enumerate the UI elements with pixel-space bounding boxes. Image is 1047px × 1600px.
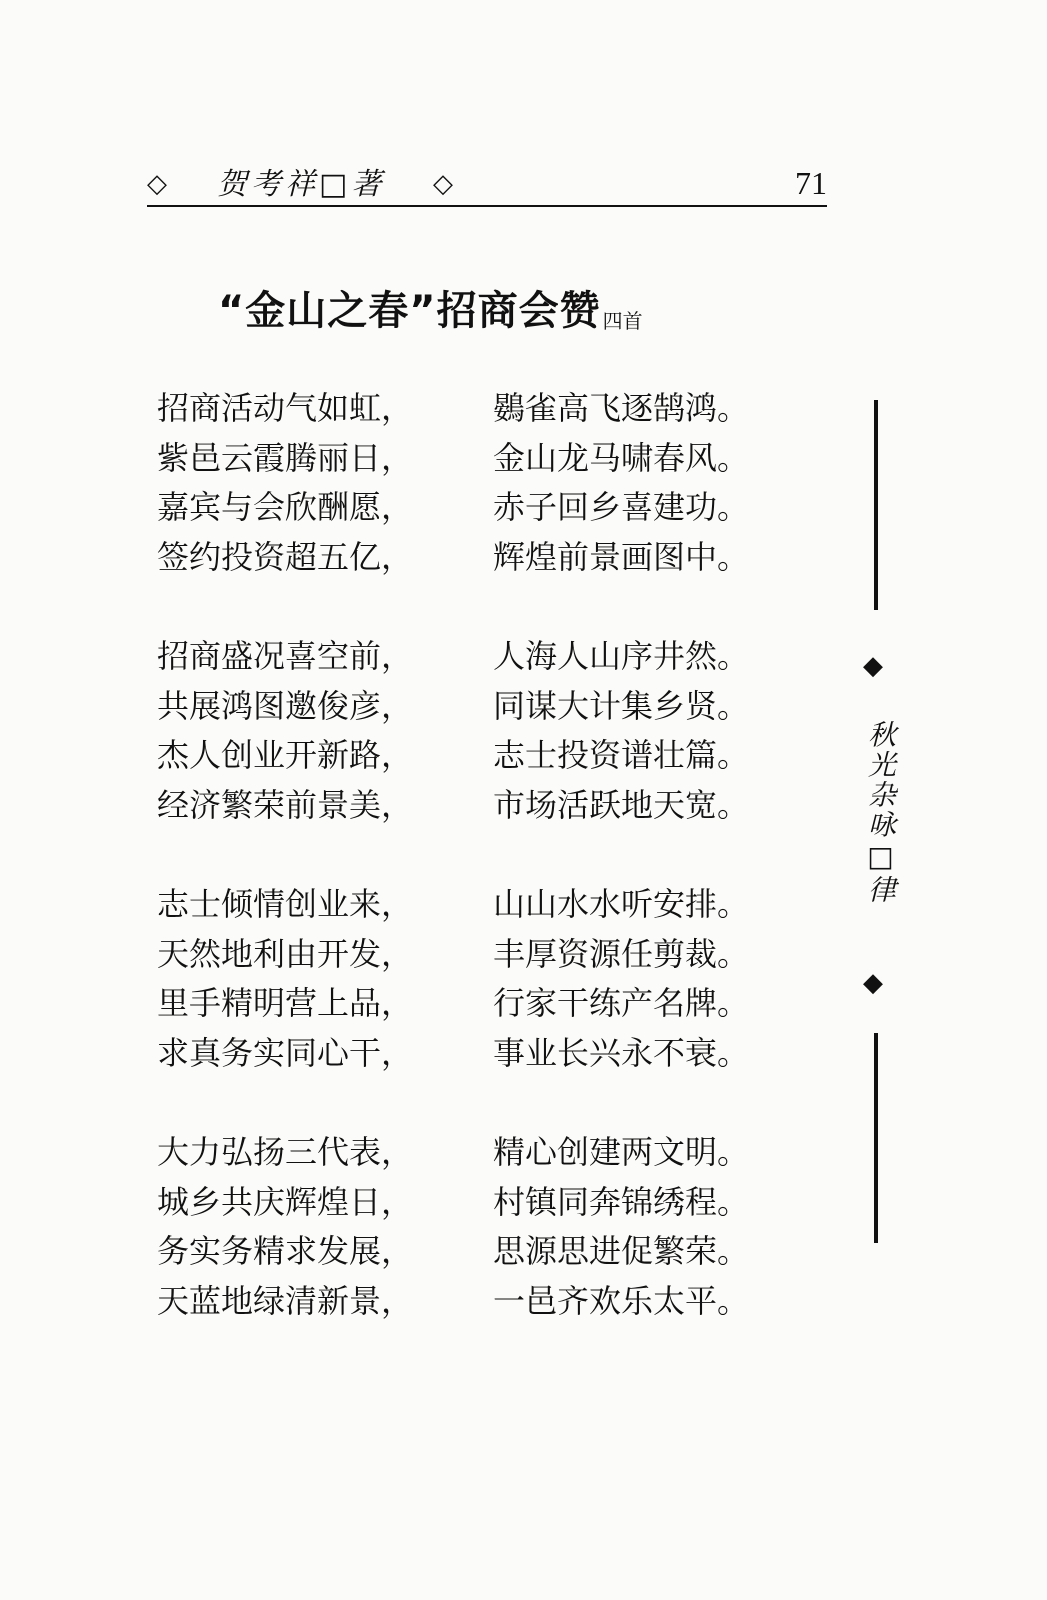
poem-line [157, 632, 797, 682]
poem-line-first-half: 嘉宾与会欣酬愿， [157, 488, 414, 526]
poem-line-second-half: 志士投资谱壮篇。 [493, 736, 750, 774]
poem-line [157, 533, 797, 583]
side-rule-bottom [874, 1033, 878, 1243]
header-right-diamond-icon: ◇ [433, 169, 453, 199]
poem-line-first-half: 志士倾情创业来， [157, 885, 414, 923]
side-section-title: 秋光杂咏□律 [864, 720, 897, 905]
poem-line [157, 1227, 797, 1277]
poem-title-main: “金山之春”招商会赞 [218, 288, 601, 334]
poem-title [218, 283, 778, 343]
poem-stanza [157, 632, 797, 830]
poem-body [157, 384, 797, 1326]
poem-line-second-half: 辉煌前景画图中。 [493, 537, 750, 576]
poem-line-second-half: 金山龙马啸春风。 [493, 438, 750, 477]
poem-line-second-half: 精心创建两文明。 [493, 1133, 750, 1171]
poem-line [157, 930, 797, 980]
poem-line-first-half: 共展鸿图邀俊彦， [157, 686, 414, 725]
poem-line-second-half: 人海人山序井然。 [493, 637, 750, 675]
poem-line-second-half: 思源思进促繁荣。 [493, 1232, 750, 1270]
poem-line-second-half: 村镇同奔锦绣程。 [493, 1182, 750, 1221]
header-author: 贺考祥□著 [217, 167, 386, 202]
side-diamond-top-icon: ◆ [863, 651, 883, 681]
poem-line-first-half: 城乡共庆辉煌日， [157, 1182, 414, 1221]
poem-line-first-half: 招商活动气如虹， [157, 389, 414, 427]
page-number: 71 [795, 165, 827, 201]
poem-stanza [157, 1128, 797, 1326]
poem-line-second-half: 同谋大计集乡贤。 [493, 686, 750, 725]
poem-line [157, 434, 797, 484]
poem-line-first-half: 里手精明营上品， [157, 984, 414, 1022]
poem-line-second-half: 事业长兴永不衰。 [493, 1033, 750, 1072]
poem-line-second-half: 市场活跃地天宽。 [493, 785, 750, 824]
poem-line-second-half: 赤子回乡喜建功。 [493, 488, 750, 526]
poem-stanza [157, 880, 797, 1078]
poem-line [157, 1277, 797, 1327]
poem-line [157, 880, 797, 930]
poem-line-first-half: 求真务实同心干， [157, 1033, 414, 1072]
side-diamond-bottom-icon: ◆ [863, 968, 883, 998]
poem-line-first-half: 紫邑云霞腾丽日， [157, 438, 414, 477]
poem-line [157, 1178, 797, 1228]
side-rule-top [874, 400, 878, 610]
poem-line [157, 1128, 797, 1178]
poem-line [157, 731, 797, 781]
poem-line-first-half: 招商盛况喜空前， [157, 637, 414, 675]
poem-line-second-half: 鷃雀高飞逐鹄鸿。 [493, 389, 750, 427]
poem-line [157, 979, 797, 1029]
poem-line-first-half: 经济繁荣前景美， [157, 785, 414, 824]
poem-line [157, 781, 797, 831]
poem-line [157, 384, 797, 434]
poem-line-second-half: 行家干练产名牌。 [493, 984, 750, 1022]
poem-line-second-half: 山山水水听安排。 [493, 885, 750, 923]
poem-line [157, 682, 797, 732]
running-header [147, 165, 827, 209]
poem-line-first-half: 务实务精求发展， [157, 1232, 414, 1270]
poem-stanza [157, 384, 797, 582]
poem-line [157, 1029, 797, 1079]
poem-line-first-half: 杰人创业开新路， [157, 736, 414, 774]
poem-line-first-half: 天蓝地绿清新景， [157, 1281, 414, 1320]
poem-line-first-half: 天然地利由开发， [157, 934, 414, 973]
header-left-diamond-icon: ◇ [147, 169, 167, 199]
poem-line-second-half: 一邑齐欢乐太平。 [493, 1281, 750, 1320]
poem-line-first-half: 大力弘扬三代表， [157, 1133, 414, 1171]
poem-line-first-half: 签约投资超五亿， [157, 537, 414, 576]
poem-line [157, 483, 797, 533]
poem-title-count: 四首 [602, 309, 643, 333]
header-rule [147, 205, 827, 207]
poem-line-second-half: 丰厚资源任剪裁。 [493, 934, 750, 973]
